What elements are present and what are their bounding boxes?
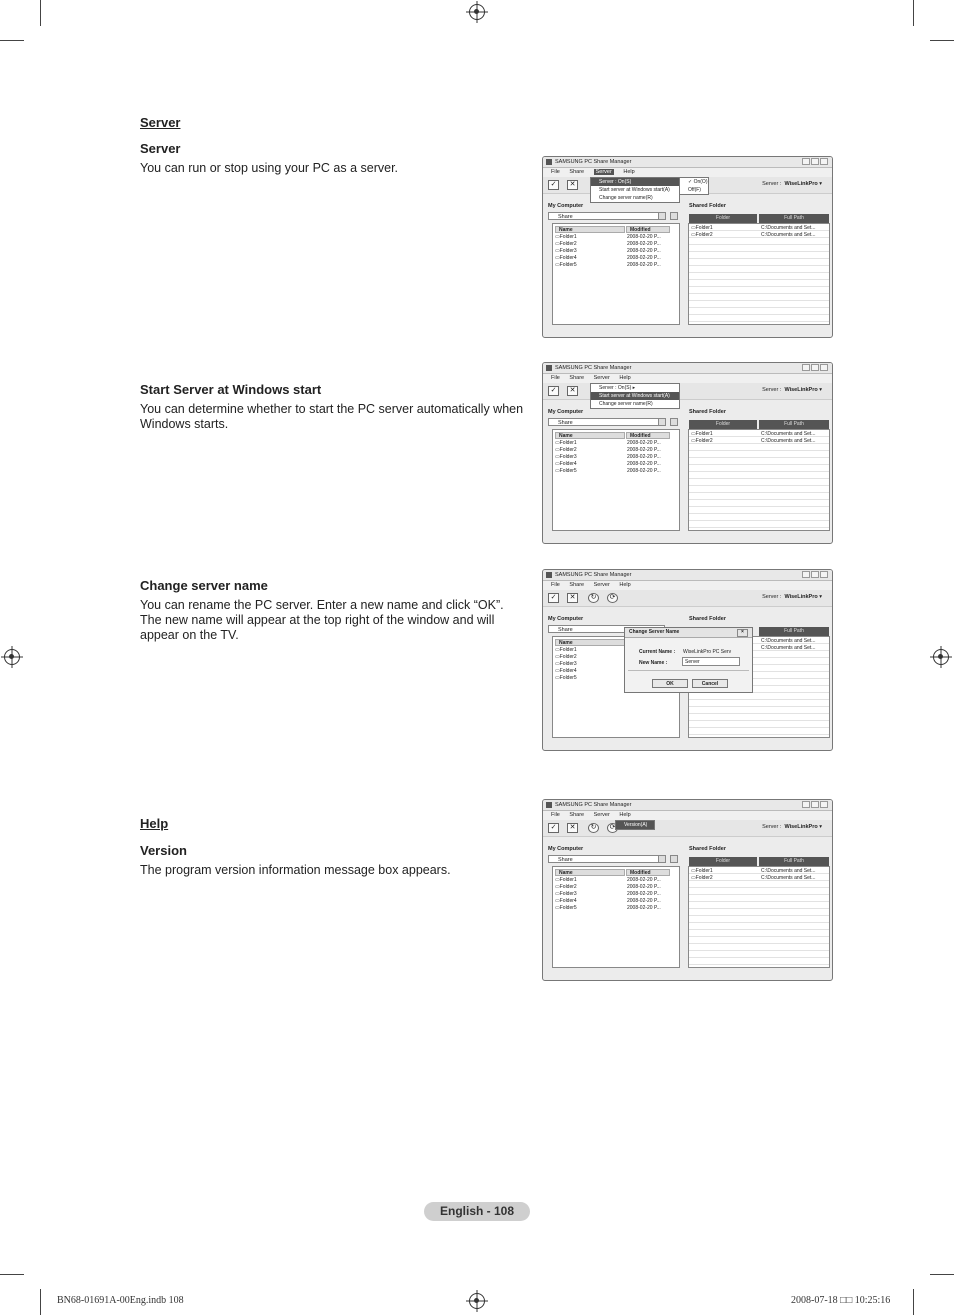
close-icon[interactable] (820, 571, 828, 578)
my-computer-label: My Computer (548, 203, 584, 209)
toolbar (543, 590, 832, 607)
window-titlebar (543, 800, 832, 811)
server-status: Server : WiseLinkPro ▾ (762, 181, 822, 187)
crop-mark (913, 1289, 914, 1315)
share-folder-icon[interactable]: ✓ (548, 823, 559, 833)
list-item[interactable]: Folder4 (559, 898, 577, 904)
close-icon[interactable] (820, 158, 828, 165)
app-window (542, 569, 833, 751)
my-computer-label: My Computer (548, 409, 584, 415)
window-titlebar (543, 363, 832, 374)
column-full-path[interactable]: Full Path (759, 214, 829, 223)
list-item-path: C:\Documents and Set... (761, 225, 816, 231)
menu-help[interactable]: Help (623, 169, 635, 175)
list-item[interactable]: Folder2 (695, 438, 713, 444)
maximize-icon[interactable] (811, 571, 819, 578)
list-item-date: 2008-02-20 P... (627, 468, 661, 474)
change-server-name-dialog (624, 627, 753, 693)
list-item[interactable]: Folder1 (695, 868, 713, 874)
list-item-date: 2008-02-20 P... (627, 898, 661, 904)
column-folder[interactable]: Folder (689, 214, 757, 223)
list-item-path: C:\Documents and Set... (761, 438, 816, 444)
menu-file[interactable]: File (551, 169, 560, 175)
description-version: The program version information message box appears. (140, 863, 451, 877)
subheading-version: Version (140, 843, 187, 858)
drive-combo[interactable]: Share (548, 625, 665, 633)
menu-server[interactable]: Server (593, 582, 610, 588)
subheading-change-name: Change server name (140, 578, 268, 593)
menu-item-change-name[interactable]: Change server name(R) (599, 195, 653, 201)
list-item[interactable]: Folder4 (559, 668, 577, 674)
server-submenu (679, 177, 709, 195)
chevron-down-icon[interactable] (658, 418, 666, 426)
column-modified[interactable]: Modified (626, 226, 670, 233)
close-icon[interactable]: × (737, 629, 748, 637)
menu-item-off[interactable]: Off(F) (688, 187, 701, 193)
my-computer-label: My Computer (548, 616, 584, 622)
column-name[interactable]: Name (555, 432, 625, 439)
maximize-icon[interactable] (811, 801, 819, 808)
window-titlebar (543, 157, 832, 168)
list-item[interactable]: Folder1 (559, 234, 577, 240)
list-item[interactable]: Folder2 (695, 875, 713, 881)
window-title: SAMSUNG PC Share Manager (555, 159, 632, 165)
dialog-title: Change Server Name × (625, 628, 752, 638)
list-item-date: 2008-02-20 P... (627, 877, 661, 883)
menu-item-on[interactable]: ✓ On(O) (688, 179, 708, 185)
new-name-input[interactable]: Server (682, 657, 740, 666)
app-window (542, 156, 833, 338)
list-item-date: 2008-02-20 P... (627, 884, 661, 890)
column-name[interactable]: Name (555, 639, 625, 646)
list-item-date: 2008-02-20 P... (627, 241, 661, 247)
app-window (542, 362, 833, 544)
crop-mark (913, 0, 914, 26)
list-item-path: C:\Documents and Set... (761, 638, 816, 644)
ok-button[interactable]: OK (652, 679, 688, 688)
drive-combo[interactable]: Share (548, 418, 665, 426)
list-item-date: 2008-02-20 P... (627, 248, 661, 254)
column-full-path[interactable]: Full Path (759, 857, 829, 866)
list-item-path: C:\Documents and Set... (761, 645, 816, 651)
list-item[interactable]: Folder5 (559, 262, 577, 268)
shared-folder-list[interactable]: Folder Full Path ▭Folder1 C:\Documents and Set... ▭Folder2 C:\Documents and Set... (688, 223, 830, 325)
list-item-path: C:\Documents and Set... (761, 431, 816, 437)
new-name-label: New Name : (639, 660, 668, 666)
registration-mark-icon (4, 649, 20, 665)
shared-folder-label: Shared Folder (689, 846, 726, 852)
shared-folder-label: Shared Folder (689, 409, 726, 415)
menu-share[interactable]: Share (569, 375, 585, 381)
list-item[interactable]: Folder4 (559, 461, 577, 467)
window-title: SAMSUNG PC Share Manager (555, 365, 632, 371)
list-item[interactable]: Folder2 (695, 232, 713, 238)
chevron-down-icon[interactable] (658, 855, 666, 863)
menu-file[interactable]: File (551, 375, 560, 381)
app-logo-icon (546, 802, 552, 808)
maximize-icon[interactable] (811, 364, 819, 371)
list-item[interactable]: Folder5 (559, 905, 577, 911)
column-name[interactable]: Name (555, 226, 625, 233)
list-item[interactable]: Folder1 (559, 647, 577, 653)
registration-mark-icon (469, 1293, 485, 1309)
subheading-server: Server (140, 141, 181, 156)
menu-share[interactable]: Share (569, 582, 585, 588)
close-icon[interactable] (820, 801, 828, 808)
unshare-folder-icon[interactable]: ✕ (567, 180, 578, 190)
list-item[interactable]: Folder5 (559, 468, 577, 474)
minimize-icon[interactable] (802, 158, 810, 165)
list-item[interactable]: Folder4 (559, 255, 577, 261)
app-window (542, 799, 833, 981)
server-status: Server : WiseLinkPro ▾ (762, 824, 822, 830)
list-item-date: 2008-02-20 P... (627, 454, 661, 460)
column-modified[interactable]: Modified (626, 432, 670, 439)
list-item[interactable]: Folder2 (559, 447, 577, 453)
menu-bar (543, 811, 832, 820)
shared-folder-label: Shared Folder (689, 203, 726, 209)
my-computer-label: My Computer (548, 846, 584, 852)
menu-server[interactable]: Server (593, 812, 610, 818)
column-full-path[interactable]: Full Path (759, 627, 829, 636)
menu-item-change-name[interactable]: Change server name(R) (599, 401, 653, 407)
list-item[interactable]: Folder2 (559, 884, 577, 890)
page-number-badge: English - 108 (424, 1202, 530, 1221)
window-titlebar (543, 570, 832, 581)
crop-mark (0, 40, 24, 41)
menu-bar (543, 581, 832, 590)
list-item-date: 2008-02-20 P... (627, 262, 661, 268)
column-full-path[interactable]: Full Path (759, 420, 829, 429)
list-item[interactable]: Folder1 (695, 225, 713, 231)
minimize-icon[interactable] (802, 801, 810, 808)
shared-folder-label: Shared Folder (689, 616, 726, 622)
list-item[interactable]: Folder5 (559, 675, 577, 681)
app-logo-icon (546, 365, 552, 371)
sync-icon[interactable]: ⟳ (607, 823, 618, 833)
list-item[interactable]: Folder3 (559, 661, 577, 667)
list-item[interactable]: Folder2 (559, 241, 577, 247)
server-menu (590, 177, 680, 203)
list-item-date: 2008-02-20 P... (627, 891, 661, 897)
section-heading-help: Help (140, 816, 169, 831)
toolbar (543, 383, 832, 400)
refresh-icon[interactable]: ↻ (588, 823, 599, 833)
refresh-icon[interactable]: ↻ (588, 593, 599, 603)
registration-mark-icon (469, 4, 485, 20)
close-icon[interactable] (820, 364, 828, 371)
dialog-divider (628, 670, 749, 671)
list-item-path: C:\Documents and Set... (761, 868, 816, 874)
drive-combo[interactable]: Share (548, 212, 665, 220)
menu-server[interactable]: Server (595, 169, 612, 175)
list-item[interactable]: Folder2 (559, 654, 577, 660)
unshare-folder-icon[interactable]: ✕ (567, 823, 578, 833)
list-item-date: 2008-02-20 P... (627, 234, 661, 240)
help-menu (615, 820, 655, 830)
toolbar (543, 820, 832, 837)
description-start-server: You can determine whether to start the PC server automatically when Windows starts. (140, 402, 524, 431)
server-status: Server : WiseLinkPro ▾ (762, 594, 822, 600)
menu-server[interactable]: Server (593, 375, 610, 381)
section-heading-server: Server (140, 115, 181, 130)
menu-item-version[interactable]: Version(A) (616, 821, 654, 829)
menu-item-server-on[interactable]: Server : On(S) (591, 178, 679, 186)
list-item-date: 2008-02-20 P... (627, 255, 661, 261)
app-logo-icon (546, 159, 552, 165)
drive-combo[interactable]: Share (548, 855, 665, 863)
shared-folder-list[interactable]: Folder Full Path ▭Folder1 C:\Documents and Set... ▭Folder2 C:\Documents and Set... (688, 429, 830, 531)
menu-item-start-server[interactable]: Start server at Windows start(A) (599, 187, 670, 193)
list-item-date: 2008-02-20 P... (627, 447, 661, 453)
file-list[interactable]: Name ▭Folder1 ▭Folder2 ▭Folder3 ▭Folder4 ▭Folder5 (552, 636, 680, 738)
menu-bar (543, 168, 832, 177)
menu-file[interactable]: File (551, 582, 560, 588)
server-status: Server : WiseLinkPro ▾ (762, 387, 822, 393)
column-folder[interactable]: Folder (689, 420, 757, 429)
print-date: 2008-07-18 □□ 10:25:16 (791, 1295, 891, 1306)
menu-help[interactable]: Help (619, 375, 631, 381)
column-modified[interactable]: Modified (626, 869, 670, 876)
current-name-label: Current Name : (639, 649, 676, 655)
unshare-folder-icon[interactable]: ✕ (567, 593, 578, 603)
crop-mark (930, 1274, 954, 1275)
list-item-date: 2008-02-20 P... (627, 440, 661, 446)
list-item[interactable]: Folder1 (695, 431, 713, 437)
cancel-button[interactable]: Cancel (692, 679, 728, 688)
file-list[interactable]: Name Modified ▭Folder1 2008-02-20 P... ▭Folder2 2008-02-20 P... ▭Folder3 2008-02-20 P... ▭Folder4 2008-02-20 P... ▭Folder5 2008-02-20 P... (552, 866, 680, 968)
column-folder[interactable]: Folder (689, 857, 757, 866)
minimize-icon[interactable] (802, 364, 810, 371)
share-folder-icon[interactable]: ✓ (548, 180, 559, 190)
menu-bar (543, 374, 832, 383)
maximize-icon[interactable] (811, 158, 819, 165)
file-list[interactable]: Name Modified ▭Folder1 2008-02-20 P... ▭Folder2 2008-02-20 P... ▭Folder3 2008-02-20 P... ▭Folder4 2008-02-20 P... ▭Folder5 2008-02-20 P... (552, 429, 680, 531)
column-name[interactable]: Name (555, 869, 625, 876)
list-item[interactable]: Folder1 (559, 877, 577, 883)
menu-share[interactable]: Share (569, 169, 585, 175)
sync-icon[interactable]: ⟳ (607, 593, 618, 603)
list-item[interactable]: Folder3 (559, 891, 577, 897)
unshare-folder-icon[interactable]: ✕ (567, 386, 578, 396)
menu-help[interactable]: Help (619, 582, 631, 588)
window-title: SAMSUNG PC Share Manager (555, 802, 632, 808)
list-item-path: C:\Documents and Set... (761, 232, 816, 238)
subheading-start-server: Start Server at Windows start (140, 382, 322, 397)
share-folder-icon[interactable]: ✓ (548, 593, 559, 603)
current-name-value: WiseLinkPro PC Serv (683, 649, 732, 655)
crop-mark (40, 0, 41, 26)
list-item-date: 2008-02-20 P... (627, 461, 661, 467)
server-menu (590, 383, 680, 409)
crop-mark (40, 1289, 41, 1315)
registration-mark-icon (933, 649, 949, 665)
list-item-date: 2008-02-20 P... (627, 905, 661, 911)
share-folder-icon[interactable]: ✓ (548, 386, 559, 396)
menu-help[interactable]: Help (619, 812, 631, 818)
minimize-icon[interactable] (802, 571, 810, 578)
drive-icon[interactable] (670, 855, 678, 863)
shared-folder-list[interactable]: Folder Full Path ▭Folder1 C:\Documents and Set... ▭Folder2 C:\Documents and Set... (688, 866, 830, 968)
list-item[interactable]: Folder3 (559, 248, 577, 254)
list-item[interactable]: Folder3 (559, 454, 577, 460)
file-list[interactable]: Name Modified ▭Folder1 2008-02-20 P... ▭Folder2 2008-02-20 P... ▭Folder3 2008-02-20 P... ▭Folder4 2008-02-20 P... ▭Folder5 2008-02-20 P... (552, 223, 680, 325)
description-server: You can run or stop using your PC as a server. (140, 161, 399, 175)
drive-icon[interactable] (670, 212, 678, 220)
crop-mark (930, 40, 954, 41)
drive-icon[interactable] (670, 418, 678, 426)
app-logo-icon (546, 572, 552, 578)
description-change-name: You can rename the PC server. Enter a new name and click “OK”. The new name will appear at the top right of the window and will appear on the TV. (140, 598, 504, 642)
menu-item-server-on[interactable]: Server : On(S) ▸ (599, 385, 636, 391)
crop-mark (0, 1274, 24, 1275)
chevron-down-icon[interactable] (658, 212, 666, 220)
menu-item-start-server[interactable]: Start server at Windows start(A) (591, 392, 679, 400)
menu-file[interactable]: File (551, 812, 560, 818)
list-item[interactable]: Folder1 (559, 440, 577, 446)
window-title: SAMSUNG PC Share Manager (555, 572, 632, 578)
file-info: BN68-01691A-00Eng.indb 108 (57, 1295, 184, 1306)
list-item-path: C:\Documents and Set... (761, 875, 816, 881)
menu-share[interactable]: Share (569, 812, 585, 818)
